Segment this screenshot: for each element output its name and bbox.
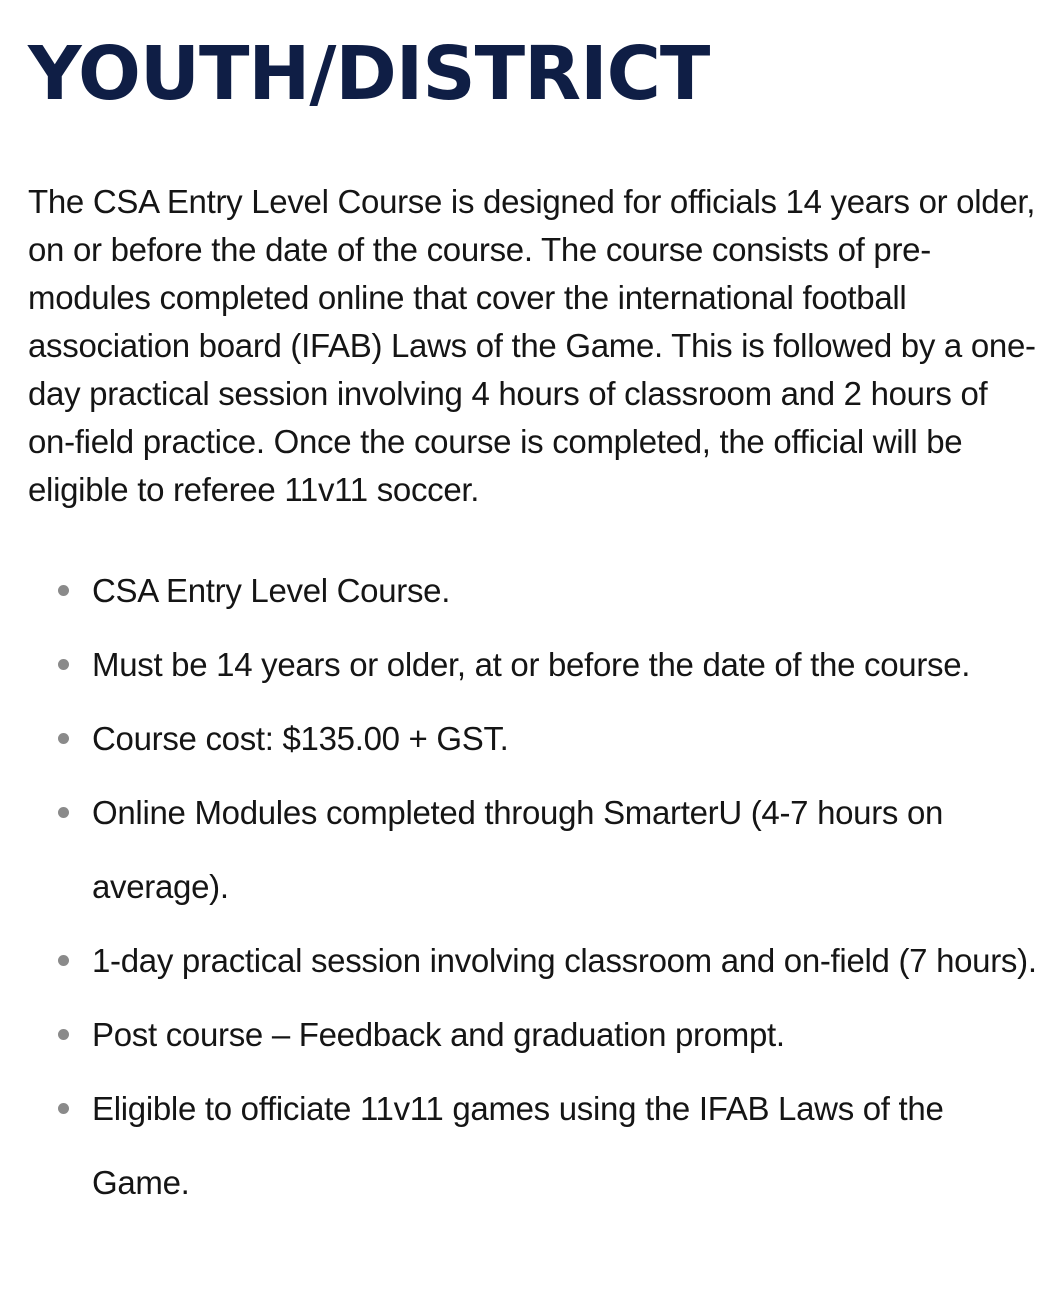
list-item-text: CSA Entry Level Course. [92, 572, 451, 609]
list-item-text: Course cost: $135.00 + GST. [92, 720, 509, 757]
page-title: YOUTH/DISTRICT [28, 31, 710, 117]
list-item-text: Post course – Feedback and graduation prompt. [92, 1016, 785, 1053]
content-section [28, 0, 1038, 1220]
bullet-icon [58, 807, 69, 818]
list-item [28, 776, 1038, 924]
list-item-text: Online Modules completed through SmarterU (4-7 hours on average). [92, 794, 944, 905]
list-item-text: Eligible to officiate 11v11 games using the IFAB Laws of the Game. [92, 1090, 944, 1201]
list-item [28, 628, 1038, 702]
requirements-list [28, 554, 1038, 1220]
bullet-icon [58, 659, 69, 670]
bullet-icon [58, 1029, 69, 1040]
list-item [28, 924, 1038, 998]
list-item [28, 1072, 1038, 1220]
bullet-icon [58, 733, 69, 744]
bullet-icon [58, 955, 69, 966]
list-item [28, 998, 1038, 1072]
bullet-icon [58, 1103, 69, 1114]
intro-paragraph: The CSA Entry Level Course is designed for officials 14 years or older, on or before the date of the course. The course consists of pre-modules completed online that cover the international football association board (IFAB) Laws of the Game. This is followed by a one-day practical session involving 4 hours of classroom and 2 hours of on-field practice. Once the course is completed, the official will be eligible to referee 11v11 soccer. [28, 183, 1036, 508]
list-item [28, 554, 1038, 628]
list-item [28, 702, 1038, 776]
list-item-text: 1-day practical session involving classroom and on-field (7 hours). [92, 942, 1037, 979]
list-item-text: Must be 14 years or older, at or before the date of the course. [92, 646, 971, 683]
bullet-icon [58, 585, 69, 596]
